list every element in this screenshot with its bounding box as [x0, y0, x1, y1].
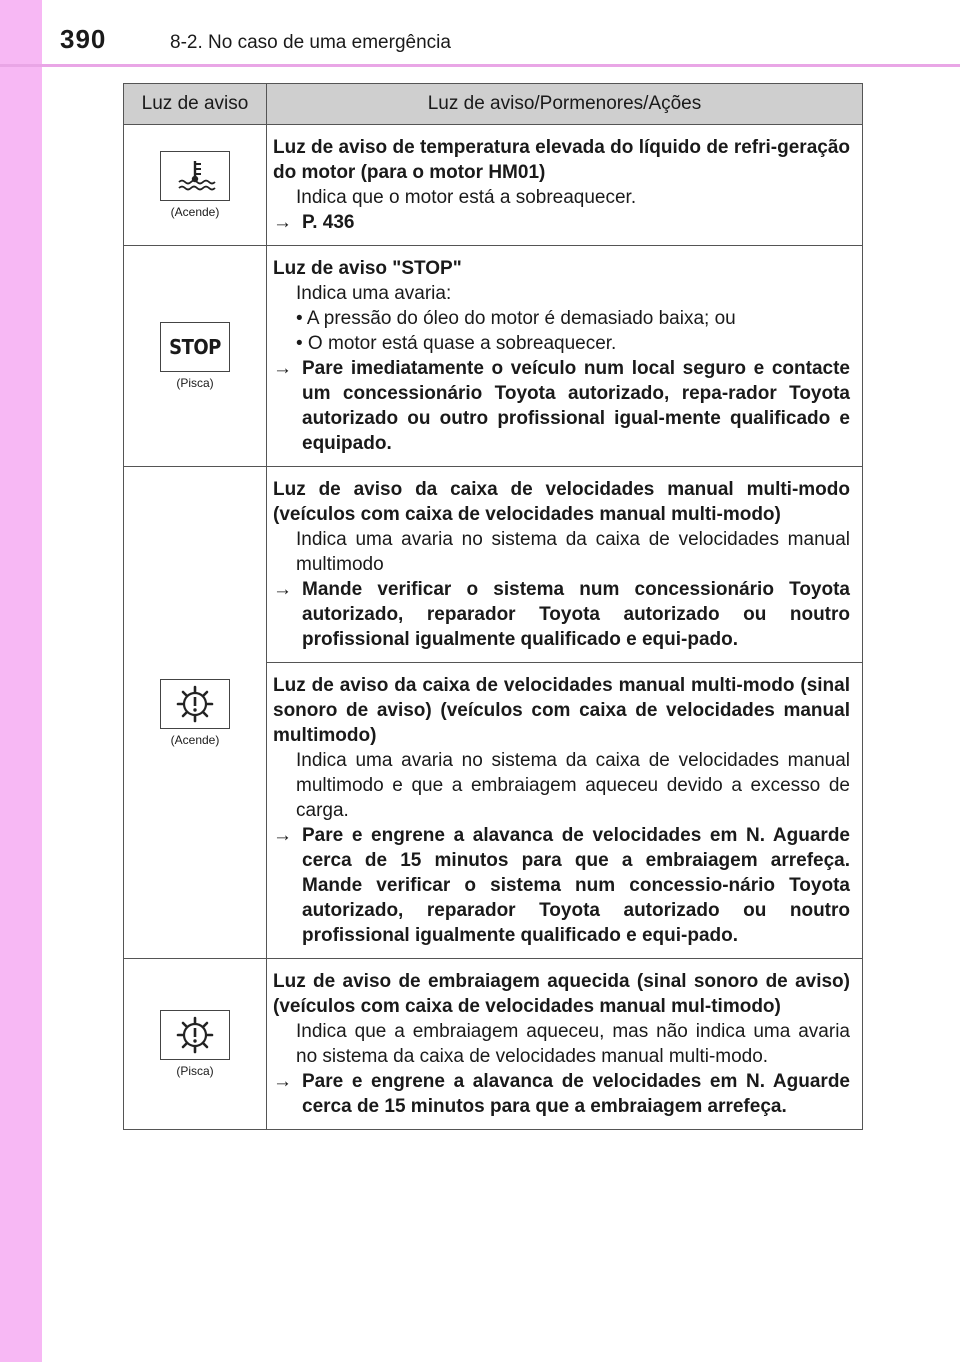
action-reference: [273, 210, 850, 235]
column-header-warning-light: Luz de aviso: [124, 84, 267, 125]
arrow-icon: →: [273, 358, 292, 379]
warning-title: Luz de aviso "STOP": [273, 258, 462, 279]
warning-title: Luz de aviso de temperatura elevada do líquido de refri-geração do motor (para o motor HM01): [273, 137, 850, 183]
icon-caption: (Pisca): [176, 1064, 214, 1078]
icon-cell: [124, 959, 267, 1130]
header-divider: [0, 64, 960, 67]
warning-light-table: [123, 83, 863, 1130]
coolant-temperature-icon: [160, 151, 230, 201]
table-header-row: [124, 84, 863, 125]
warning-title: Luz de aviso da caixa de velocidades manual multi-modo (veículos com caixa de velocidades manual multi-modo): [273, 479, 850, 525]
description-cell: [267, 125, 863, 246]
warning-description: Indica uma avaria no sistema da caixa de velocidades manual multimodo e que a embraiagem aqueceu devido a excesso de carga.: [296, 750, 850, 821]
icon-caption: (Acende): [170, 732, 220, 747]
warning-description: Indica que a embraiagem aqueceu, mas não indica uma avaria no sistema da caixa de velocidades manual multi-modo.: [296, 1021, 850, 1067]
action-text: Pare e engrene a alavanca de velocidades em N. Aguarde cerca de 15 minutos para que a embraiagem arrefeça.: [302, 1071, 850, 1117]
warning-description: Indica uma avaria:: [296, 283, 452, 304]
table-row: [124, 125, 863, 246]
page-number: 390: [60, 24, 107, 54]
action-text: Pare e engrene a alavanca de velocidades em N. Aguarde cerca de 15 minutos para que a embraiagem arrefeça. Mande verificar o sistema num concessio-nário Toyota autorizado, reparador Toyota autorizado ou noutro profissional igualmente qualificado e equi-pado.: [302, 825, 850, 946]
arrow-icon: →: [273, 825, 292, 846]
action-text: P. 436: [302, 212, 355, 233]
icon-caption: (Pisca): [176, 376, 214, 390]
action-reference: [273, 356, 850, 456]
icon-caption: (Acende): [170, 205, 220, 219]
arrow-icon: →: [273, 212, 292, 233]
arrow-icon: →: [273, 579, 292, 600]
section-title: 8-2. No caso de uma emergência: [170, 32, 451, 53]
icon-cell: [124, 246, 267, 467]
table-row: [124, 467, 863, 663]
stop-icon-label: STOP: [169, 335, 221, 359]
warning-description: Indica que o motor está a sobreaquecer.: [296, 187, 637, 208]
description-cell: [267, 467, 863, 663]
gear-warning-icon: [160, 1010, 230, 1060]
description-cell: [267, 959, 863, 1130]
column-header-details: Luz de aviso/Pormenores/Ações: [267, 84, 863, 125]
action-reference: [273, 577, 850, 652]
action-text: Mande verificar o sistema num concessionário Toyota autorizado, reparador Toyota autorizado ou noutro profissional igualmente qualificado e equi-pado.: [302, 579, 850, 650]
action-text: Pare imediatamente o veículo num local seguro e contacte um concessionário Toyota autorizado, repa-rador Toyota autorizado ou outro profissional igual-mente qualificado e equipado.: [302, 358, 850, 454]
gear-warning-icon: [160, 679, 230, 729]
description-cell: [267, 663, 863, 959]
action-reference: [273, 823, 850, 948]
table-row: [124, 246, 863, 467]
stop-icon: [160, 322, 230, 372]
icon-cell: [124, 467, 267, 959]
bullet-item: • A pressão do óleo do motor é demasiado baixa; ou: [296, 308, 736, 329]
chapter-tab-bar: [0, 0, 42, 1362]
icon-cell: [124, 125, 267, 246]
action-reference: [273, 1069, 850, 1119]
warning-title: Luz de aviso de embraiagem aquecida (sinal sonoro de aviso) (veículos com caixa de velocidades manual mul-timodo): [273, 971, 850, 1017]
arrow-icon: →: [273, 1071, 292, 1092]
warning-description: Indica uma avaria no sistema da caixa de velocidades manual multimodo: [296, 529, 850, 575]
table-row: [124, 959, 863, 1130]
bullet-item: • O motor está quase a sobreaquecer.: [296, 333, 617, 354]
warning-title: Luz de aviso da caixa de velocidades manual multi-modo (sinal sonoro de aviso) (veículos com caixa de velocidades manual multimodo): [273, 675, 850, 746]
description-cell: [267, 246, 863, 467]
page-header: [0, 0, 960, 66]
